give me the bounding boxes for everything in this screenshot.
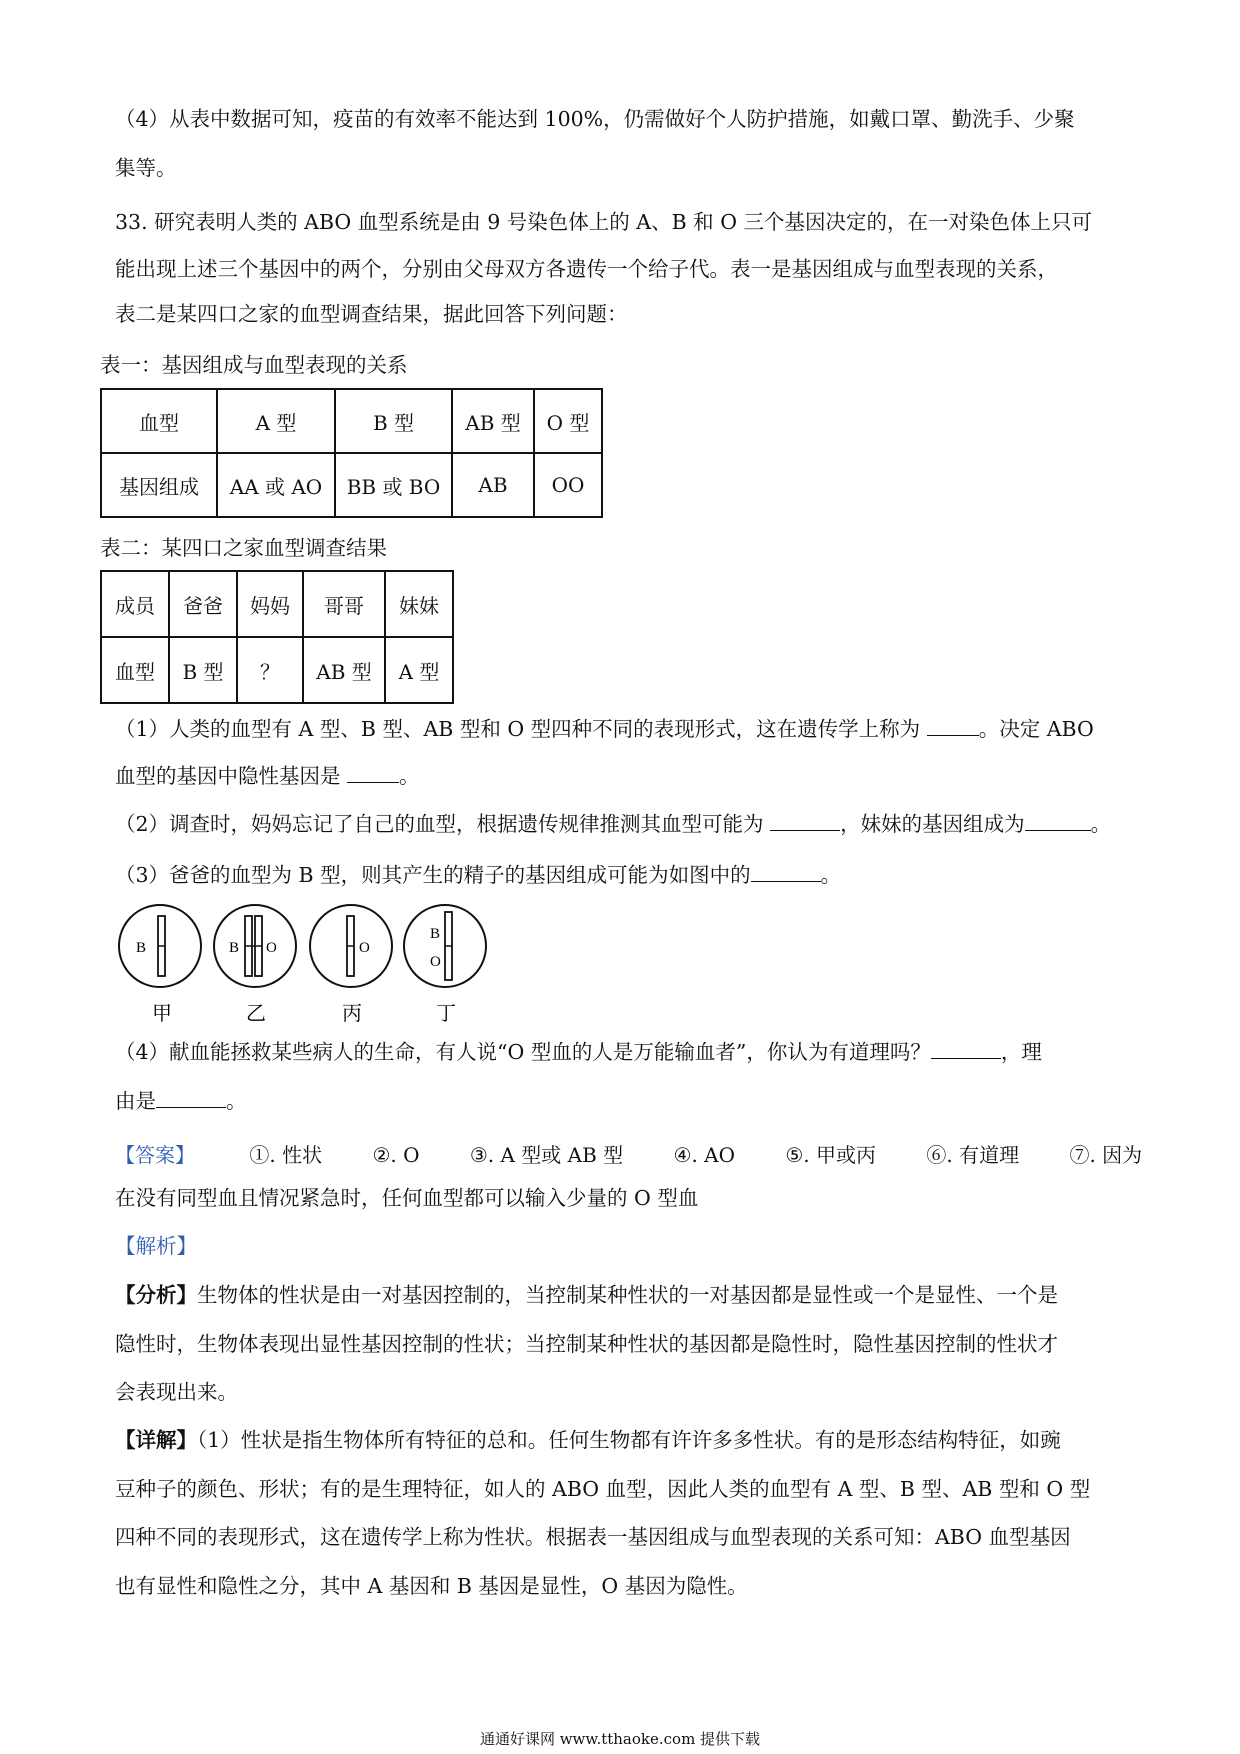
fenxi-text: 生物体的性状是由一对基因控制的，当控制某种性状的一对基因都是显性或一个是显性、一个是 xyxy=(197,1283,1058,1307)
answer-item: ②. O xyxy=(372,1143,420,1167)
answer-blank xyxy=(927,719,979,736)
answer-item: ⑦. 因为 xyxy=(1069,1143,1143,1167)
table2-family-survey xyxy=(100,570,454,704)
table1-cell: 血型 xyxy=(101,389,217,453)
answer-tag: 【答案】 xyxy=(115,1143,195,1167)
q4-text-a: （4）献血能拯救某些病人的生命，有人说“O 型血的人是万能输血者”，你认为有道理吗？ xyxy=(115,1040,931,1064)
answer-blank xyxy=(931,1042,1001,1059)
q4-text-d: 。 xyxy=(226,1089,247,1113)
table1-cell: O 型 xyxy=(534,389,602,453)
q2-text-c: 。 xyxy=(1090,812,1112,836)
q33-intro-2: 能出现上述三个基因中的两个，分别由父母双方各遗传一个给子代。表一是基因组成与血型表现的关系， xyxy=(115,257,1058,281)
table1-cell: AB 型 xyxy=(452,389,534,453)
table2-cell: 爸爸 xyxy=(169,571,237,637)
q33-question-2 xyxy=(115,800,1135,849)
answer-item: ①. 性状 xyxy=(249,1143,323,1167)
q33-question-3 xyxy=(115,851,1135,900)
answer-blank xyxy=(156,1091,226,1108)
xiangjie-tag: 【详解】 xyxy=(115,1428,197,1452)
xiangjie-line2: 豆种子的颜色、形状；有的是生理特征，如人的 ABO 血型，因此人类的血型有 A 型、B 型、AB 型和 O 型 xyxy=(115,1477,1091,1501)
answer-line2: 在没有同型血且情况紧急时，任何血型都可以输入少量的 O 型血 xyxy=(115,1186,699,1210)
answer-line1 xyxy=(115,1139,1142,1168)
table1-cell: AB xyxy=(452,453,534,517)
q1-text-b: 。决定 ABO xyxy=(978,717,1094,741)
cell-label: 甲 xyxy=(152,1001,172,1025)
gene-label-b: B xyxy=(229,940,240,956)
gene-label-o: O xyxy=(430,954,441,970)
table2-cell: B 型 xyxy=(169,637,237,703)
gene-label-o: O xyxy=(359,940,370,956)
fenxi-tag: 【分析】 xyxy=(115,1283,197,1307)
answer-blank xyxy=(751,865,821,882)
table2-cell: 成员 xyxy=(101,571,169,637)
answer-item: ③. A 型或 AB 型 xyxy=(469,1143,624,1167)
table2-caption: 表二：某四口之家血型调查结果 xyxy=(100,536,387,560)
table1-cell: B 型 xyxy=(335,389,452,453)
table2-cell: ？ xyxy=(237,637,303,703)
table2-cell: 血型 xyxy=(101,637,169,703)
table1-cell: BB 或 BO xyxy=(335,453,452,517)
cell-label: 丙 xyxy=(342,1001,362,1025)
answer-blank xyxy=(770,814,840,831)
q1-text-d: 。 xyxy=(399,764,420,788)
q1-text-c: 血型的基因中隐性基因是 xyxy=(115,764,341,788)
answer-item: ⑥. 有道理 xyxy=(926,1143,1020,1167)
table1-caption: 表一：基因组成与血型表现的关系 xyxy=(100,353,408,377)
table2-cell: 妈妈 xyxy=(237,571,303,637)
xiangjie-line3: 四种不同的表现形式，这在遗传学上称为性状。根据表一基因组成与血型表现的关系可知：ABO 血型基因 xyxy=(115,1525,1071,1549)
q4-text-b: ，理 xyxy=(1000,1040,1042,1064)
q3-text-b: 。 xyxy=(820,863,842,887)
table2-cell: A 型 xyxy=(385,637,453,703)
answer-item: ④. AO xyxy=(673,1143,735,1167)
table2-cell: AB 型 xyxy=(303,637,385,703)
analysis-tag: 【解析】 xyxy=(115,1234,197,1258)
table1-cell: 基因组成 xyxy=(101,453,217,517)
fenxi-line1 xyxy=(115,1271,1135,1320)
q2-text-b: ，妹妹的基因组成为 xyxy=(840,812,1025,836)
q33-question-4-line2 xyxy=(115,1077,1135,1126)
cell-label: 乙 xyxy=(246,1001,266,1025)
xiangjie-line1 xyxy=(115,1416,1135,1465)
answer-blank xyxy=(347,766,399,783)
q33-intro-3: 表二是某四口之家的血型调查结果，据此回答下列问题： xyxy=(115,302,628,326)
q32-4-line1: （4）从表中数据可知，疫苗的有效率不能达到 100%，仍需做好个人防护措施，如戴口罩、勤洗手、少聚 xyxy=(115,107,1075,131)
table1-gene-bloodtype xyxy=(100,388,603,518)
page-footer: 通通好课网 www.tthaoke.com 提供下载 xyxy=(479,1730,761,1748)
fenxi-line2: 隐性时，生物体表现出显性基因控制的性状；当控制某种性状的基因都是隐性时，隐性基因控制的性状才 xyxy=(115,1332,1058,1356)
q32-4-line2: 集等。 xyxy=(115,156,177,180)
table1-cell: AA 或 AO xyxy=(217,453,335,517)
answer-blank xyxy=(1025,814,1091,831)
sperm-cell-diagram xyxy=(115,900,505,1030)
q2-text-a: （2）调查时，妈妈忘记了自己的血型，根据遗传规律推测其血型可能为 xyxy=(115,812,764,836)
fenxi-line3: 会表现出来。 xyxy=(115,1380,238,1404)
xiangjie-line4: 也有显性和隐性之分，其中 A 基因和 B 基因是显性，O 基因为隐性。 xyxy=(115,1574,748,1598)
gene-label-b: B xyxy=(430,926,441,942)
cell-label: 丁 xyxy=(436,1001,456,1025)
q33-question-1-line1 xyxy=(115,705,1135,754)
xiangjie-text: （1）性状是指生物体所有特征的总和。任何生物都有许许多多性状。有的是形态结构特征，如豌 xyxy=(197,1428,1061,1452)
q1-text-a: （1）人类的血型有 A 型、B 型、AB 型和 O 型四种不同的表现形式，这在遗传学上称为 xyxy=(115,717,921,741)
table1-cell: A 型 xyxy=(217,389,335,453)
gene-label-b: B xyxy=(136,940,147,956)
q33-intro-1: 33. 研究表明人类的 ABO 血型系统是由 9 号染色体上的 A、B 和 O 三个基因决定的，在一对染色体上只可 xyxy=(115,210,1093,234)
table2-cell: 哥哥 xyxy=(303,571,385,637)
q33-question-4-line1 xyxy=(115,1028,1135,1077)
answer-item: ⑤. 甲或丙 xyxy=(785,1143,877,1167)
gene-label-o: O xyxy=(266,940,277,956)
table2-cell: 妹妹 xyxy=(385,571,453,637)
q33-question-1-line2 xyxy=(115,752,1135,801)
table1-cell: OO xyxy=(534,453,602,517)
q4-text-c: 由是 xyxy=(115,1089,156,1113)
q3-text-a: （3）爸爸的血型为 B 型，则其产生的精子的基因组成可能为如图中的 xyxy=(115,863,751,887)
